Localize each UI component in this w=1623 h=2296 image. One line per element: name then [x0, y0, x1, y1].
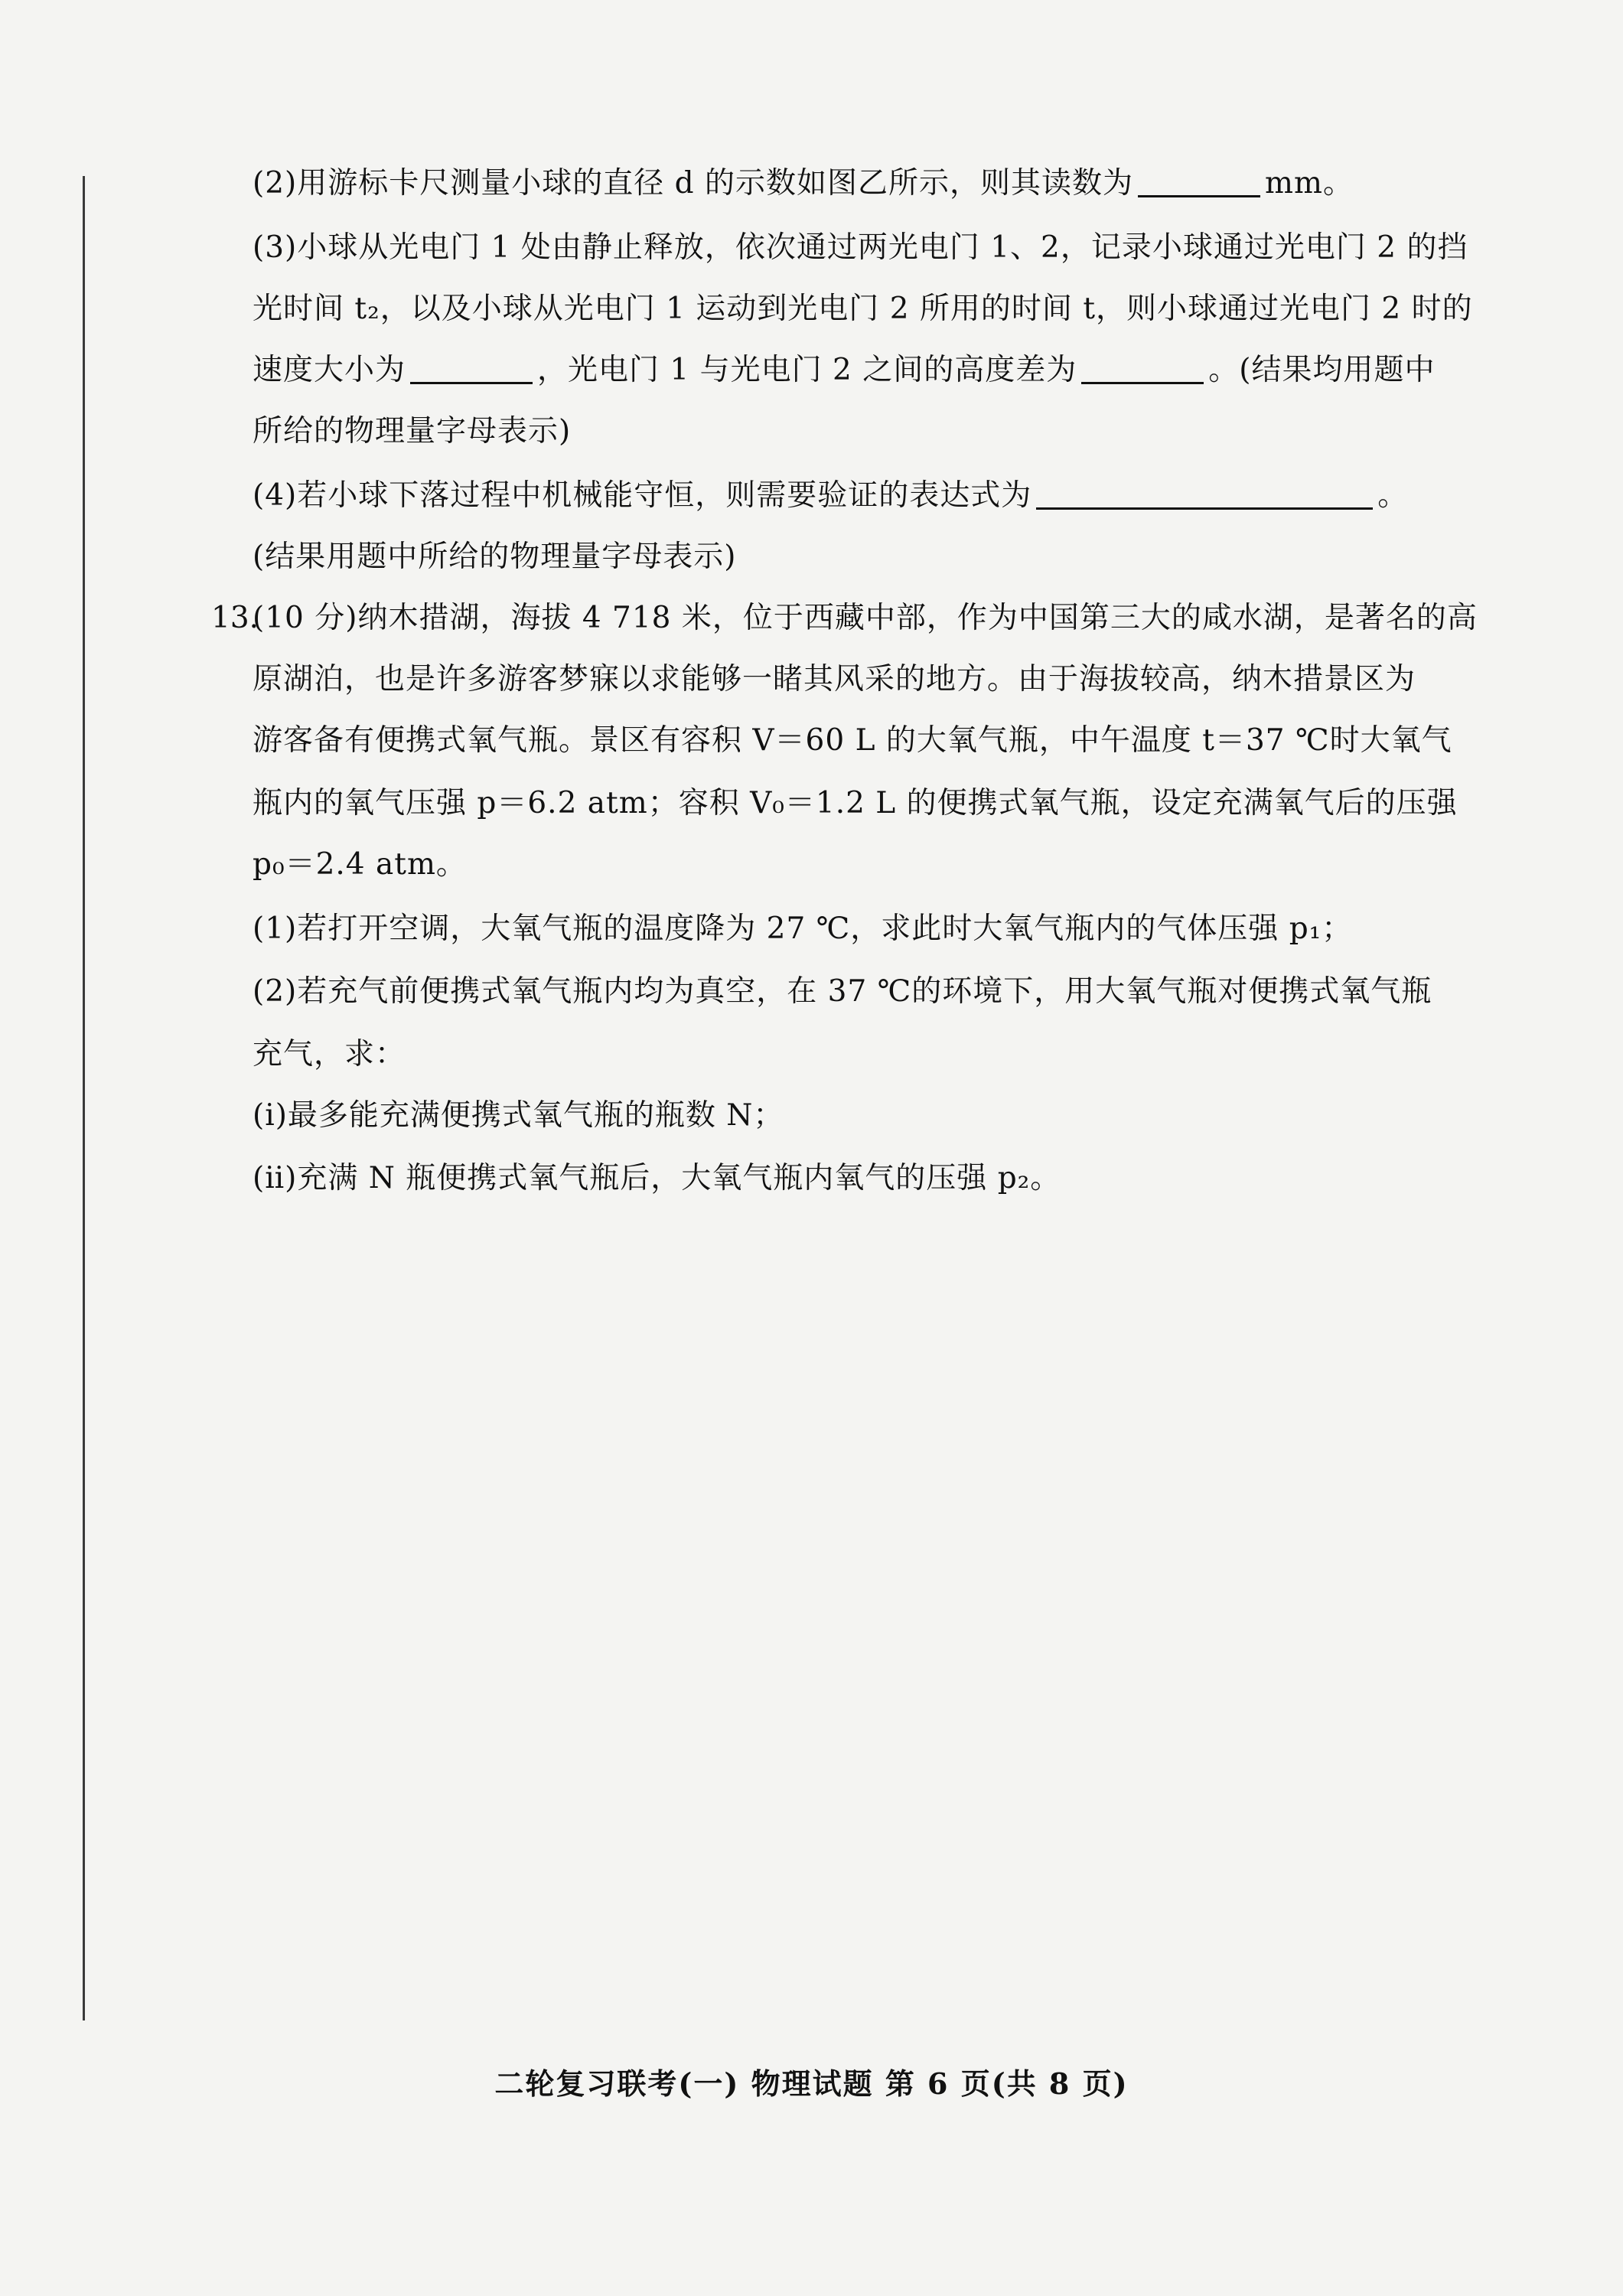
q13-line3: 游客备有便携式氧气瓶。景区有容积 V＝60 L 的大氧气瓶，中午温度 t＝37 ℃时大氧气 — [253, 723, 1452, 758]
q13-sub2-line1: (2)若充气前便携式氧气瓶内均为真空，在 37 ℃的环境下，用大氧气瓶对便携式氧气瓶 — [253, 974, 1432, 1009]
q13-sub2-line2: 充气，求： — [253, 1037, 406, 1071]
q12-part3-line3-b: ，光电门 1 与光电门 2 之间的高度差为 — [537, 353, 1077, 387]
q12-part4-line2: (结果用题中所给的物理量字母表示) — [253, 540, 737, 574]
q12-part4-line1 — [253, 476, 1462, 516]
q13-sub2-i: (ⅰ)最多能充满便携式氧气瓶的瓶数 N； — [253, 1098, 784, 1133]
q13-line1: (10 分)纳木措湖，海拔 4 718 米，位于西藏中部，作为中国第三大的咸水湖，是著名的高 — [253, 601, 1478, 635]
binding-margin-line — [83, 176, 85, 2020]
q13-line4: 瓶内的氧气压强 p＝6.2 atm；容积 V₀＝1.2 L 的便携式氧气瓶，设定充满氧气后的压强 — [253, 786, 1458, 820]
q12-part2 — [253, 164, 1462, 204]
answer-blank[interactable] — [1036, 480, 1373, 510]
q13-line5: p₀＝2.4 atm。 — [253, 847, 467, 882]
answer-blank[interactable] — [410, 354, 533, 384]
q12-part3-line3-a: 速度大小为 — [253, 353, 406, 387]
answer-blank[interactable] — [1081, 354, 1204, 384]
q12-part3-line3 — [253, 351, 1462, 390]
question-number: 13. — [211, 601, 259, 635]
q12-part4-text: (4)若小球下落过程中机械能守恒，则需要验证的表达式为 — [253, 478, 1032, 513]
q12-part3-line2: 光时间 t₂，以及小球从光电门 1 运动到光电门 2 所用的时间 t，则小球通过光电门 2 时的 — [253, 292, 1473, 326]
q12-part2-text: (2)用游标卡尺测量小球的直径 d 的示数如图乙所示，则其读数为 — [253, 166, 1134, 201]
q13-line2: 原湖泊，也是许多游客梦寐以求能够一睹其风采的地方。由于海拔较高，纳木措景区为 — [253, 662, 1416, 696]
page-footer: 二轮复习联考(一) 物理试题 第 6 页(共 8 页) — [494, 2066, 1129, 2101]
q12-part3-line1: (3)小球从光电门 1 处由静止释放，依次通过两光电门 1、2，记录小球通过光电门 2 的挡 — [253, 230, 1468, 265]
q12-part3-line4: 所给的物理量字母表示) — [253, 414, 572, 448]
q13-sub1: (1)若打开空调，大氧气瓶的温度降为 27 ℃，求此时大氧气瓶内的气体压强 p₁； — [253, 912, 1353, 946]
q12-part3-line3-c: 。(结果均用题中 — [1208, 353, 1436, 387]
q13-sub2-ii: (ⅱ)充满 N 瓶便携式氧气瓶后，大氧气瓶内氧气的压强 p₂。 — [253, 1161, 1061, 1195]
q12-part4-end: 。 — [1377, 478, 1409, 513]
answer-blank[interactable] — [1138, 168, 1260, 197]
q12-part2-unit: mm。 — [1265, 166, 1354, 201]
